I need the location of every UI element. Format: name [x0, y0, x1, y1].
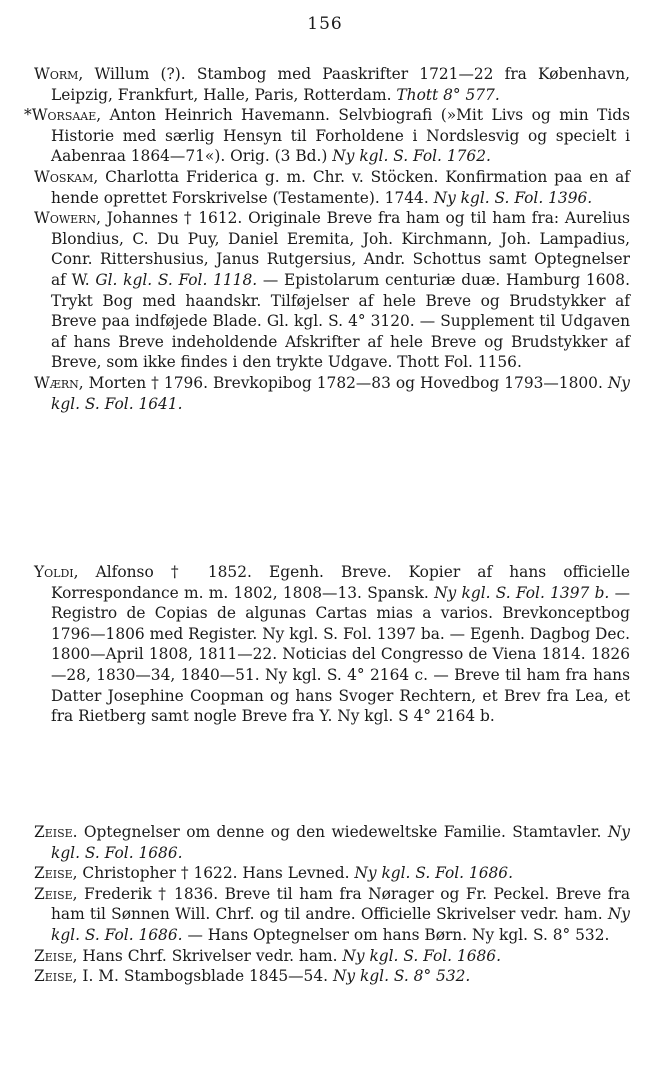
entry-text: Optegnelser om denne og den wiedeweltske Familie. Stamtavler.: [77, 823, 608, 841]
entry-text-cont: — Hans Optegnelser om hans Børn. Ny kgl. S. 8° 532.: [182, 925, 610, 944]
entry-zeise-im: [34, 966, 630, 987]
entry-text: I. M. Stambogsblade 1845—54.: [77, 967, 333, 986]
entries-group-z: [34, 822, 630, 987]
entry-shelfmark: Ny kgl. S. Fol. 1686.: [51, 823, 630, 862]
entry-shelfmark: Ny kgl. S. Fol. 1641.: [51, 373, 630, 413]
entry-shelfmark: Ny kgl. S. 8° 532.: [332, 967, 471, 986]
entry-zeise-christopher: [34, 863, 630, 884]
entry-head: Zeise,: [34, 967, 78, 986]
entry-head: Worm,: [34, 65, 84, 83]
entry-waern: [34, 373, 630, 414]
entry-woskam: [34, 167, 630, 208]
entry-head: Yoldi,: [34, 563, 79, 581]
entry-wowern: [34, 208, 630, 373]
entry-shelfmark: Ny kgl. S. Fol. 1686.: [51, 905, 630, 944]
entry-text: Morten † 1796. Brevkopibog 1782—83 og Hovedbog 1793—1800.: [83, 373, 608, 392]
entry-head: Wærn,: [34, 373, 84, 392]
entry-zeise: [34, 822, 630, 863]
entry-text: Anton Heinrich Havemann. Selvbiografi (»Mit Livs og min Tids Historie med særlig Hensyn til Forholdene i Nordslesvig og specielt i Aabenraa 1864—71«). Orig. (3 Bd.): [51, 106, 630, 166]
entry-text: Frederik † 1836. Breve til ham fra Nørager og Fr. Peckel. Breve fra ham til Sønnen Will. Chrf. og til andre. Officielle Skrivelser vedr. ham.: [51, 884, 630, 924]
entry-shelfmark: Thott 8° 577.: [396, 85, 500, 104]
entry-text-cont: — Registro de Copias de algunas Cartas mias a varios. Brevkonceptbog 1796—1806 med Register. Ny kgl. S. Fol. 1397 ba. — Egenh. Dagbog Dec. 1800—April 1808, 1811—22. Noticias del Congresso de Viena 1814. 1826—28, 1830—34, 1840—51. Ny kgl. S. 4° 2164 c. — Breve til ham fra hans Datter Josephine Coopman og hans Svoger Rechtern, et Brev fra Lea, et fra Rietberg samt nogle Breve fra Y. Ny kgl. S 4° 2164 b.: [51, 583, 630, 726]
entry-shelfmark: Gl. kgl. S. Fol. 1118.: [95, 270, 258, 289]
entry-text-cont: — Epistolarum centuriæ duæ. Hamburg 1608. Trykt Bog med haandskr. Tilføjelser af hele Breve og Brudstykker af Breve paa indføjede Blade. Gl. kgl. S. 4° 3120. — Supplement til Udgaven af hans Breve indeholdende Afskrifter af hele Breve og Brudstykker af Breve, som ikke findes i den trykte Udgave. Thott Fol. 1156.: [51, 270, 630, 372]
entry-zeise-frederik: [34, 884, 630, 946]
entry-text: Alfonso † 1852. Egenh. Breve. Kopier af hans officielle Korrespondance m. m. 1802, 1808—13. Spansk.: [51, 563, 630, 602]
entry-shelfmark: Ny kgl. S. Fol. 1686.: [354, 864, 513, 883]
entry-shelfmark: Ny kgl. S. Fol. 1686.: [342, 946, 501, 965]
entry-text: Christopher † 1622. Hans Levned.: [77, 864, 355, 883]
entry-head: Zeise,: [34, 864, 78, 883]
entry-zeise-hans: [34, 946, 630, 967]
entry-text: Willum (?). Stambog med Paaskrifter 1721—22 fra København, Leipzig, Frankfurt, Halle, Paris, Rotterdam.: [51, 65, 630, 104]
entry-head: Zeise,: [34, 946, 78, 965]
entry-head: Wowern,: [34, 209, 101, 228]
entry-mark: *: [24, 106, 32, 125]
entry-yoldi: [34, 562, 630, 727]
entry-head: Zeise,: [34, 884, 78, 903]
entry-head: Zeise.: [34, 823, 78, 841]
entry-shelfmark: Ny kgl. S. Fol. 1762.: [332, 147, 491, 166]
entry-text: Hans Chrf. Skrivelser vedr. ham.: [77, 946, 343, 965]
entry-head: Worsaae,: [31, 106, 102, 125]
entry-worm: [34, 64, 630, 105]
entry-worsaae: [24, 105, 630, 167]
entry-head: Woskam,: [34, 167, 99, 186]
page-number: 156: [307, 14, 343, 34]
entry-text: Charlotta Friderica g. m. Chr. v. Stöcken. Konfirmation paa en af hende oprettet Forskrivelse (Testamente). 1744.: [51, 167, 630, 207]
entry-shelfmark: Ny kgl. S. Fol. 1396.: [433, 188, 593, 207]
entries-group-y: [34, 562, 630, 727]
entry-text: Johannes † 1612. Originale Breve fra ham og til ham fra: Aurelius Blondius, C. Du Puy, Daniel Eremita, Joh. Kirchmann, Joh. Lampadius, Conr. Rittershusius, Janus Rutgersius, Andr. Schottus samt Optegnelser af W.: [51, 209, 630, 289]
entry-shelfmark: Ny kgl. S. Fol. 1397 b.: [434, 583, 610, 602]
entries-group-w: [24, 64, 630, 414]
